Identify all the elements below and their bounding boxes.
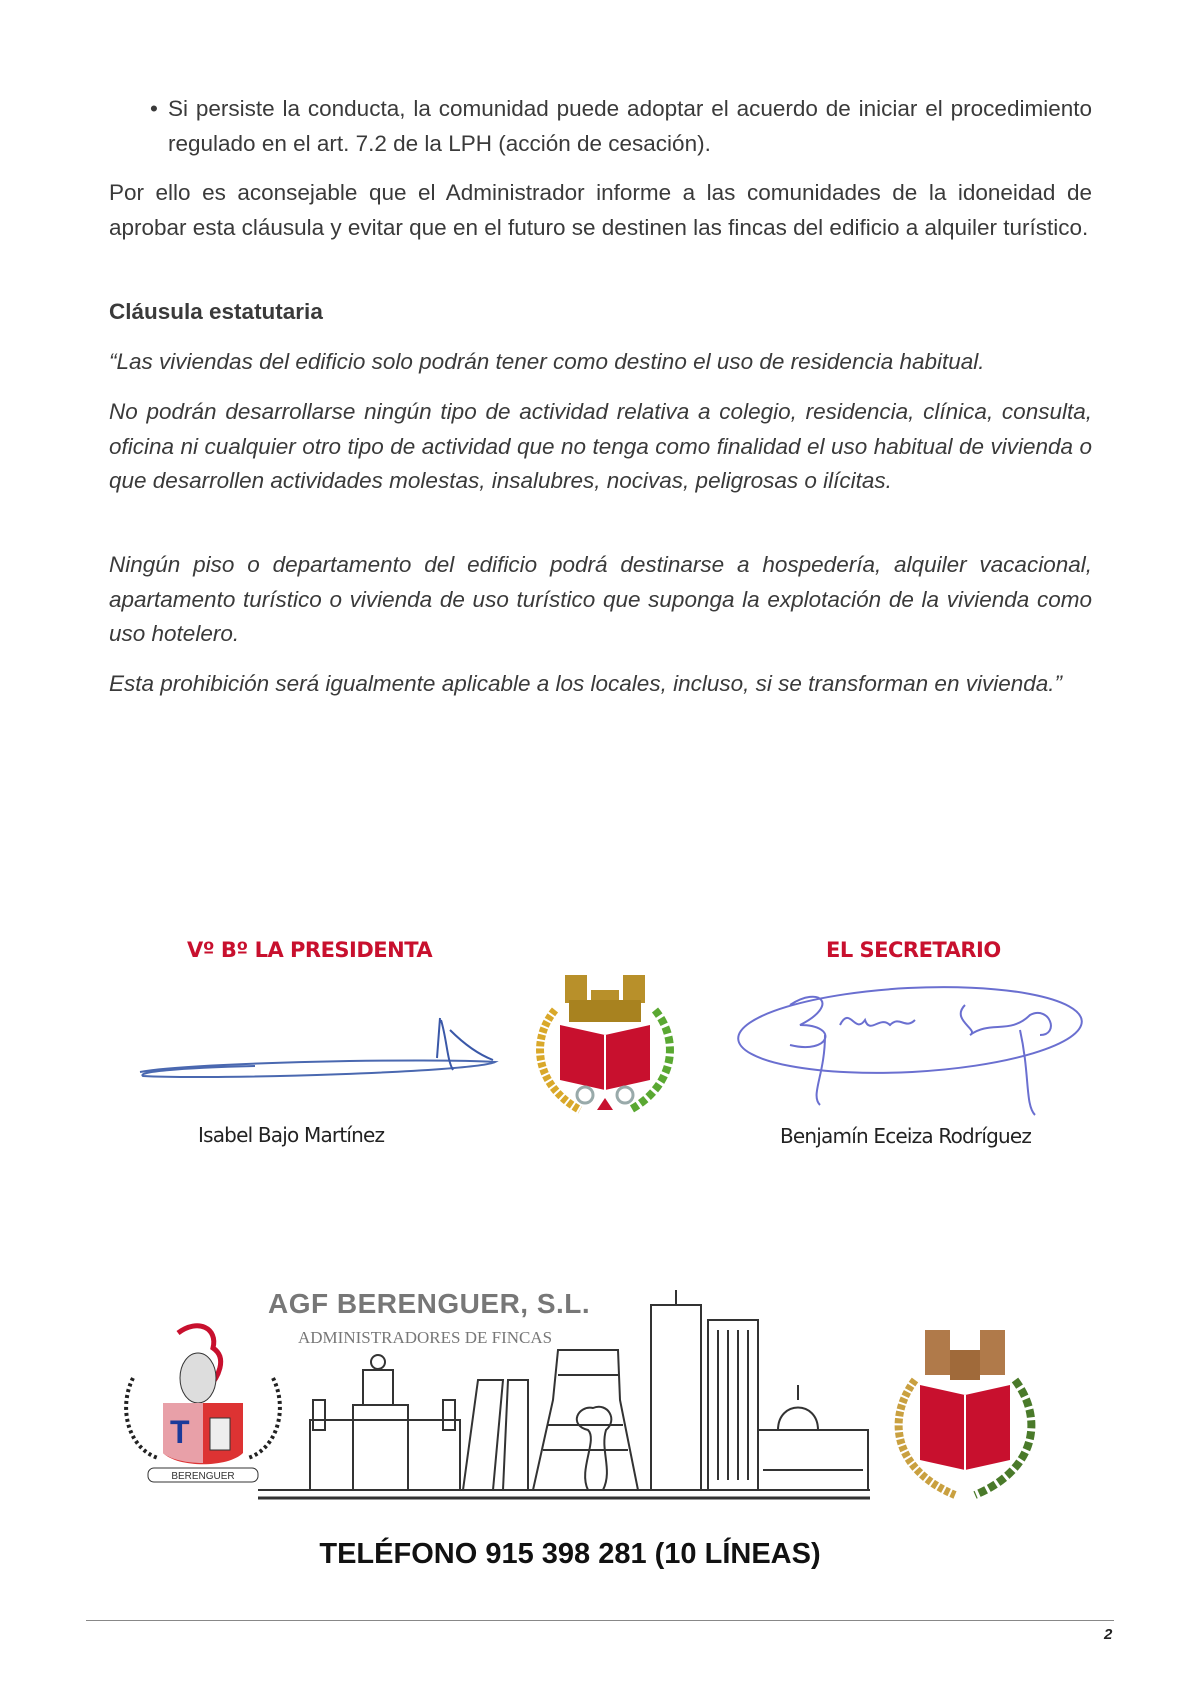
president-signature [135, 1010, 505, 1090]
bullet-item [150, 92, 1092, 161]
secretary-name: Benjamín Eceiza Rodríguez [780, 1124, 1032, 1148]
phone-number: TELÉFONO 915 398 281 (10 LÍNEAS) [319, 1538, 821, 1570]
page-number: 2 [1104, 1626, 1113, 1643]
college-seal-footer-icon [885, 1320, 1045, 1510]
clause-paragraph: Esta prohibición será igualmente aplicable a los locales, incluso, si se transforman en vivienda.” [109, 671, 1062, 696]
secretary-signature [730, 975, 1085, 1125]
company-subtitle: ADMINISTRADORES DE FINCAS [298, 1328, 553, 1347]
president-name: Isabel Bajo Martínez [198, 1123, 385, 1147]
paragraph: Por ello es aconsejable que el Administrador informe a las comunidades de la idoneidad de aprobar esta cláusula y evitar que en el futuro se destinen las fincas del edificio a alquiler turístico. [109, 180, 1092, 240]
company-name: AGF BERENGUER, S.L. [268, 1288, 591, 1319]
president-title: Vº Bº LA PRESIDENTA [187, 938, 433, 962]
city-skyline-illustration [258, 1290, 873, 1515]
bullet-text: Si persiste la conducta, la comunidad puede adoptar el acuerdo de iniciar el procedimiento regulado en el art. 7.2 de la LPH (acción de cesación). [168, 96, 1092, 156]
crest-text: BERENGUER [171, 1471, 235, 1482]
section-heading: Cláusula estatutaria [109, 299, 323, 324]
clause-paragraph: No podrán desarrollarse ningún tipo de actividad relativa a colegio, residencia, clínica, consulta, oficina ni cualquier otro tipo de actividad que no tenga como finalidad el uso habitual de vivienda o que desarrollen actividades molestas, insalubres, nocivas, peligrosas o ilícitas. [109, 399, 1092, 493]
college-seal-icon [525, 970, 685, 1120]
clause-paragraph: Ningún piso o departamento del edificio podrá destinarse a hospedería, alquiler vacacional, apartamento turístico o vivienda de uso turístico que suponga la explotación de la vivienda como uso hotelero. [109, 552, 1092, 646]
clause-paragraph: “Las viviendas del edificio solo podrán tener como destino el uso de residencia habitual. [109, 349, 985, 374]
svg-text:T: T [170, 1414, 190, 1450]
bullet-icon: • [150, 96, 158, 121]
footer-divider [86, 1620, 1114, 1621]
secretary-title: EL SECRETARIO [826, 938, 1001, 962]
